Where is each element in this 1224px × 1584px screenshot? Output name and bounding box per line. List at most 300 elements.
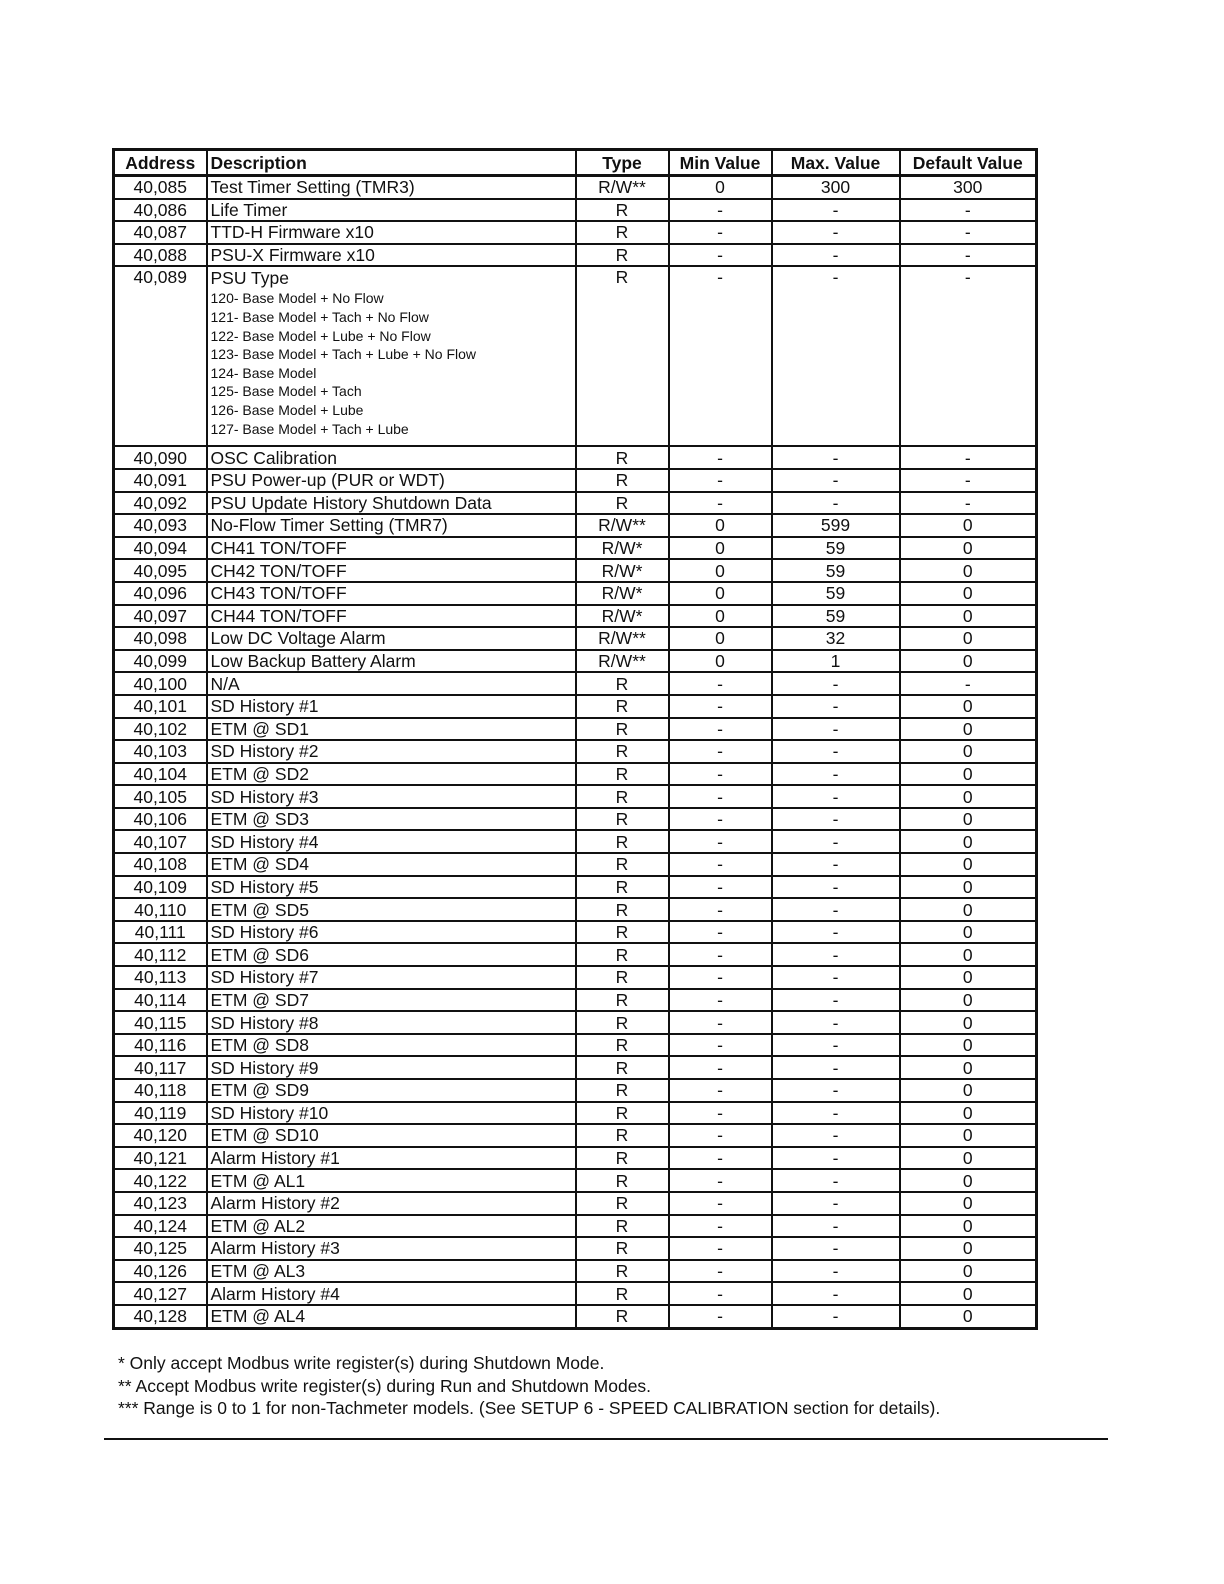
cell-max-value: - (772, 1260, 900, 1283)
cell-description: CH44 TON/TOFF (207, 605, 576, 628)
cell-address: 40,096 (114, 582, 207, 605)
table-row (114, 966, 1037, 989)
cell-min-value: - (669, 672, 772, 695)
cell-min-value: - (669, 1011, 772, 1034)
cell-description: Test Timer Setting (TMR3) (207, 176, 576, 199)
cell-type: R (576, 1305, 669, 1328)
cell-address: 40,100 (114, 672, 207, 695)
cell-min-value: - (669, 1169, 772, 1192)
cell-address: 40,112 (114, 943, 207, 966)
cell-address: 40,116 (114, 1034, 207, 1057)
cell-address: 40,125 (114, 1237, 207, 1260)
cell-address: 40,091 (114, 469, 207, 492)
cell-max-value: - (772, 492, 900, 515)
cell-address: 40,118 (114, 1079, 207, 1102)
cell-description: ETM @ SD1 (207, 718, 576, 741)
cell-default-value: - (900, 469, 1037, 492)
cell-description: ETM @ SD9 (207, 1079, 576, 1102)
cell-min-value: - (669, 785, 772, 808)
cell-default-value: - (900, 199, 1037, 222)
cell-type: R (576, 740, 669, 763)
cell-description: SD History #5 (207, 876, 576, 899)
cell-min-value: - (669, 830, 772, 853)
cell-address: 40,128 (114, 1305, 207, 1328)
cell-type: R (576, 763, 669, 786)
cell-max-value: 59 (772, 559, 900, 582)
cell-address: 40,102 (114, 718, 207, 741)
table-row (114, 1215, 1037, 1238)
footnote: *** Range is 0 to 1 for non-Tachmeter models. (See SETUP 6 - SPEED CALIBRATION section for details). (118, 1398, 941, 1419)
table-row (114, 446, 1037, 469)
cell-max-value: - (772, 966, 900, 989)
cell-max-value: - (772, 898, 900, 921)
cell-type: R (576, 1169, 669, 1192)
cell-max-value: - (772, 1215, 900, 1238)
table-row (114, 785, 1037, 808)
cell-max-value: 59 (772, 582, 900, 605)
cell-default-value: 300 (900, 176, 1037, 199)
cell-default-value: 0 (900, 1305, 1037, 1328)
table-row (114, 199, 1037, 222)
cell-default-value: 0 (900, 921, 1037, 944)
cell-min-value: - (669, 1237, 772, 1260)
table-row (114, 582, 1037, 605)
cell-type: R (576, 876, 669, 899)
cell-description: ETM @ SD6 (207, 943, 576, 966)
cell-type: R/W* (576, 605, 669, 628)
cell-type: R (576, 199, 669, 222)
cell-address: 40,127 (114, 1282, 207, 1305)
cell-address: 40,088 (114, 244, 207, 267)
cell-address: 40,101 (114, 695, 207, 718)
cell-max-value: - (772, 1124, 900, 1147)
cell-description: SD History #8 (207, 1011, 576, 1034)
table-row-psu-type (114, 266, 1037, 446)
cell-max-value: - (772, 469, 900, 492)
cell-type: R (576, 1056, 669, 1079)
cell-max-value: - (772, 244, 900, 267)
cell-description: PSU Power-up (PUR or WDT) (207, 469, 576, 492)
cell-min-value: 0 (669, 514, 772, 537)
cell-type: R (576, 1079, 669, 1102)
table-row (114, 650, 1037, 673)
cell-type: R/W** (576, 176, 669, 199)
cell-max-value: - (772, 695, 900, 718)
cell-description: SD History #7 (207, 966, 576, 989)
cell-default-value: - (900, 492, 1037, 515)
cell-max-value: 300 (772, 176, 900, 199)
table-row (114, 244, 1037, 267)
cell-min-value: - (669, 740, 772, 763)
footnotes (118, 1352, 1078, 1420)
header-description: Description (207, 150, 576, 176)
table-header (114, 150, 1037, 176)
cell-type: R (576, 1282, 669, 1305)
cell-min-value: - (669, 1147, 772, 1170)
cell-default-value: 0 (900, 627, 1037, 650)
cell-description: PSU Update History Shutdown Data (207, 492, 576, 515)
cell-description: SD History #1 (207, 695, 576, 718)
cell-default-value: 0 (900, 1237, 1037, 1260)
cell-min-value: - (669, 876, 772, 899)
cell-default-value: 0 (900, 1102, 1037, 1125)
cell-type: R (576, 1147, 669, 1170)
table-row (114, 221, 1037, 244)
table-row (114, 1192, 1037, 1215)
table-row (114, 1079, 1037, 1102)
cell-max-value: - (772, 1169, 900, 1192)
table-body-lower (114, 446, 1037, 1328)
cell-min-value: - (669, 943, 772, 966)
table-row (114, 989, 1037, 1012)
cell-min-value: - (669, 1260, 772, 1283)
cell-address: 40,109 (114, 876, 207, 899)
cell-default-value: 0 (900, 514, 1037, 537)
cell-type: R (576, 469, 669, 492)
table-row (114, 1124, 1037, 1147)
footnote: ** Accept Modbus write register(s) during Run and Shutdown Modes. (118, 1375, 652, 1396)
cell-address: 40,085 (114, 176, 207, 199)
cell-description: ETM @ AL2 (207, 1215, 576, 1238)
cell-max-value: - (772, 876, 900, 899)
cell-address: 40,108 (114, 853, 207, 876)
cell-default-value: 0 (900, 763, 1037, 786)
cell-type: R (576, 244, 669, 267)
cell-min-value: - (669, 492, 772, 515)
table-row (114, 1147, 1037, 1170)
header-type: Type (576, 150, 669, 176)
cell-default-value: 0 (900, 808, 1037, 831)
psu-type-option: 120- Base Model + No Flow (210, 290, 384, 307)
cell-max-value: - (772, 199, 900, 222)
cell-address: 40,097 (114, 605, 207, 628)
cell-description: SD History #4 (207, 830, 576, 853)
cell-description: ETM @ AL1 (207, 1169, 576, 1192)
cell-default-value: 0 (900, 559, 1037, 582)
table-row (114, 1305, 1037, 1328)
table-row (114, 718, 1037, 741)
cell-description: ETM @ SD3 (207, 808, 576, 831)
cell-min-value: - (669, 446, 772, 469)
table-row (114, 559, 1037, 582)
cell-type: R (576, 1034, 669, 1057)
cell-default-value: 0 (900, 1215, 1037, 1238)
cell-address: 40,092 (114, 492, 207, 515)
cell-type: R (576, 808, 669, 831)
cell-max-value: - (772, 1147, 900, 1170)
cell-default-value: 0 (900, 1260, 1037, 1283)
cell-description: ETM @ SD4 (207, 853, 576, 876)
cell-default-value: 0 (900, 876, 1037, 899)
cell-type: R (576, 672, 669, 695)
cell-type: R/W* (576, 537, 669, 560)
cell-max-value: - (772, 1034, 900, 1057)
cell-address: 40,099 (114, 650, 207, 673)
cell-default-value: 0 (900, 650, 1037, 673)
cell-type: R (576, 718, 669, 741)
cell-max-value: - (772, 785, 900, 808)
cell-address: 40,095 (114, 559, 207, 582)
cell-address: 40,113 (114, 966, 207, 989)
table-row (114, 1237, 1037, 1260)
cell-type: R (576, 1237, 669, 1260)
cell-default-value: 0 (900, 1034, 1037, 1057)
cell-type: R/W* (576, 582, 669, 605)
cell-default-value: 0 (900, 1056, 1037, 1079)
cell-type: R (576, 1192, 669, 1215)
cell-description: Alarm History #4 (207, 1282, 576, 1305)
cell-type: R (576, 921, 669, 944)
cell-description: Low DC Voltage Alarm (207, 627, 576, 650)
cell-default-value: 0 (900, 1147, 1037, 1170)
table-row (114, 943, 1037, 966)
cell-min-value: - (669, 469, 772, 492)
cell-max-value: - (772, 1079, 900, 1102)
cell-description: TTD-H Firmware x10 (207, 221, 576, 244)
cell-min-value: - (669, 898, 772, 921)
cell-type: R (576, 492, 669, 515)
cell-address: 40,122 (114, 1169, 207, 1192)
cell-type: R (576, 966, 669, 989)
cell-default-value: 0 (900, 1282, 1037, 1305)
table-row (114, 1169, 1037, 1192)
cell-address: 40,104 (114, 763, 207, 786)
cell-max-value: - (772, 266, 900, 446)
table-row (114, 1260, 1037, 1283)
cell-min-value: - (669, 921, 772, 944)
psu-type-options (211, 289, 575, 438)
cell-address: 40,090 (114, 446, 207, 469)
cell-address: 40,086 (114, 199, 207, 222)
cell-max-value: - (772, 1056, 900, 1079)
cell-default-value: 0 (900, 1079, 1037, 1102)
cell-type: R/W** (576, 650, 669, 673)
cell-address: 40,094 (114, 537, 207, 560)
cell-description: SD History #3 (207, 785, 576, 808)
cell-default-value: 0 (900, 853, 1037, 876)
cell-min-value: 0 (669, 582, 772, 605)
cell-min-value: - (669, 1124, 772, 1147)
table-row (114, 537, 1037, 560)
cell-type: R (576, 1124, 669, 1147)
cell-description: Low Backup Battery Alarm (207, 650, 576, 673)
cell-description: SD History #9 (207, 1056, 576, 1079)
cell-max-value: - (772, 921, 900, 944)
cell-min-value: - (669, 808, 772, 831)
psu-type-title: PSU Type (210, 268, 289, 289)
cell-max-value: - (772, 1282, 900, 1305)
table-row (114, 605, 1037, 628)
cell-min-value: - (669, 966, 772, 989)
cell-max-value: - (772, 830, 900, 853)
cell-type: R (576, 830, 669, 853)
cell-min-value: - (669, 1102, 772, 1125)
cell-address: 40,119 (114, 1102, 207, 1125)
cell-min-value: - (669, 1282, 772, 1305)
cell-address: 40,114 (114, 989, 207, 1012)
cell-min-value: - (669, 989, 772, 1012)
cell-address: 40,121 (114, 1147, 207, 1170)
cell-address: 40,120 (114, 1124, 207, 1147)
cell-default-value: 0 (900, 966, 1037, 989)
table-row (114, 876, 1037, 899)
table-row (114, 808, 1037, 831)
cell-address: 40,098 (114, 627, 207, 650)
cell-description: SD History #10 (207, 1102, 576, 1125)
header-row (114, 150, 1037, 176)
cell-type: R (576, 1215, 669, 1238)
cell-type: R/W** (576, 514, 669, 537)
cell-description (207, 266, 576, 446)
cell-description: Life Timer (207, 199, 576, 222)
cell-max-value: - (772, 1011, 900, 1034)
table-row (114, 898, 1037, 921)
cell-description: Alarm History #2 (207, 1192, 576, 1215)
table-row (114, 763, 1037, 786)
psu-type-option: 126- Base Model + Lube (210, 401, 364, 418)
cell-default-value: 0 (900, 989, 1037, 1012)
cell-description: PSU-X Firmware x10 (207, 244, 576, 267)
table-body-upper (114, 176, 1037, 267)
cell-min-value: 0 (669, 537, 772, 560)
cell-type: R (576, 695, 669, 718)
cell-default-value: 0 (900, 785, 1037, 808)
cell-address: 40,107 (114, 830, 207, 853)
cell-min-value: - (669, 763, 772, 786)
cell-description: ETM @ AL4 (207, 1305, 576, 1328)
table-row (114, 1056, 1037, 1079)
cell-min-value: - (669, 1305, 772, 1328)
cell-min-value: 0 (669, 176, 772, 199)
cell-address: 40,106 (114, 808, 207, 831)
cell-type: R (576, 989, 669, 1012)
table-row (114, 1011, 1037, 1034)
cell-default-value: 0 (900, 830, 1037, 853)
cell-type: R (576, 853, 669, 876)
cell-default-value: 0 (900, 943, 1037, 966)
footer-divider (104, 1438, 1108, 1440)
cell-description: OSC Calibration (207, 446, 576, 469)
cell-min-value: - (669, 1034, 772, 1057)
header-address: Address (114, 150, 207, 176)
table-row (114, 176, 1037, 199)
table-row (114, 1034, 1037, 1057)
psu-type-option: 123- Base Model + Tach + Lube + No Flow (210, 346, 477, 363)
cell-default-value: - (900, 446, 1037, 469)
cell-description: ETM @ SD5 (207, 898, 576, 921)
cell-default-value: 0 (900, 1011, 1037, 1034)
cell-max-value: - (772, 740, 900, 763)
cell-address: 40,105 (114, 785, 207, 808)
cell-max-value: - (772, 808, 900, 831)
table-row (114, 514, 1037, 537)
cell-default-value: - (900, 672, 1037, 695)
psu-type-option: 125- Base Model + Tach (210, 383, 362, 400)
cell-description: SD History #6 (207, 921, 576, 944)
cell-max-value: - (772, 1237, 900, 1260)
cell-max-value: 59 (772, 537, 900, 560)
cell-address: 40,103 (114, 740, 207, 763)
cell-address: 40,126 (114, 1260, 207, 1283)
cell-max-value: - (772, 1305, 900, 1328)
cell-default-value: 0 (900, 1169, 1037, 1192)
cell-max-value: - (772, 221, 900, 244)
cell-min-value: - (669, 199, 772, 222)
psu-type-option: 122- Base Model + Lube + No Flow (210, 327, 431, 344)
cell-min-value: - (669, 853, 772, 876)
cell-address: 40,093 (114, 514, 207, 537)
cell-default-value: 0 (900, 1192, 1037, 1215)
cell-default-value: - (900, 221, 1037, 244)
cell-address: 40,124 (114, 1215, 207, 1238)
cell-max-value: - (772, 763, 900, 786)
cell-address: 40,123 (114, 1192, 207, 1215)
cell-default-value: 0 (900, 740, 1037, 763)
cell-min-value: - (669, 1056, 772, 1079)
cell-description: Alarm History #3 (207, 1237, 576, 1260)
cell-max-value: 59 (772, 605, 900, 628)
register-table (112, 148, 1038, 1330)
cell-min-value: - (669, 695, 772, 718)
cell-description: N/A (207, 672, 576, 695)
cell-min-value: - (669, 1215, 772, 1238)
cell-description: ETM @ SD10 (207, 1124, 576, 1147)
cell-min-value: - (669, 221, 772, 244)
cell-min-value: - (669, 1079, 772, 1102)
psu-type-option: 124- Base Model (210, 364, 317, 381)
cell-description: CH42 TON/TOFF (207, 559, 576, 582)
cell-min-value: 0 (669, 627, 772, 650)
cell-max-value: 32 (772, 627, 900, 650)
table-row (114, 627, 1037, 650)
cell-description: Alarm History #1 (207, 1147, 576, 1170)
header-min-value: Min Value (669, 150, 772, 176)
cell-address: 40,115 (114, 1011, 207, 1034)
cell-description: ETM @ SD7 (207, 989, 576, 1012)
cell-type: R (576, 1011, 669, 1034)
cell-description: No-Flow Timer Setting (TMR7) (207, 514, 576, 537)
cell-description: ETM @ SD8 (207, 1034, 576, 1057)
cell-max-value: - (772, 853, 900, 876)
cell-min-value: - (669, 718, 772, 741)
table-row (114, 672, 1037, 695)
cell-max-value: - (772, 672, 900, 695)
cell-max-value: - (772, 989, 900, 1012)
psu-type-section (114, 266, 1037, 446)
cell-min-value: - (669, 266, 772, 446)
cell-type: R (576, 221, 669, 244)
cell-default-value: 0 (900, 695, 1037, 718)
cell-max-value: - (772, 1102, 900, 1125)
cell-default-value: 0 (900, 582, 1037, 605)
cell-address: 40,087 (114, 221, 207, 244)
cell-max-value: - (772, 446, 900, 469)
cell-type: R (576, 266, 669, 446)
footnote: * Only accept Modbus write register(s) during Shutdown Mode. (118, 1353, 605, 1373)
psu-type-option: 121- Base Model + Tach + No Flow (210, 308, 429, 325)
table-row (114, 853, 1037, 876)
cell-description: SD History #2 (207, 740, 576, 763)
cell-default-value: 0 (900, 605, 1037, 628)
cell-default-value: 0 (900, 537, 1037, 560)
cell-max-value: - (772, 1192, 900, 1215)
cell-type: R (576, 1260, 669, 1283)
cell-type: R (576, 446, 669, 469)
cell-max-value: - (772, 943, 900, 966)
cell-min-value: 0 (669, 605, 772, 628)
table-row (114, 1282, 1037, 1305)
cell-min-value: 0 (669, 650, 772, 673)
